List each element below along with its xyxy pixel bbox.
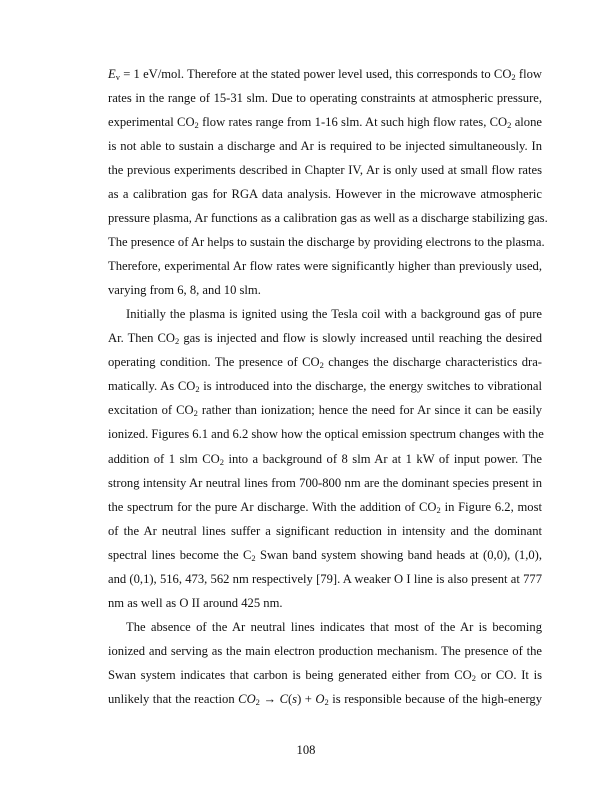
text-run: spectral lines become the C <box>108 547 252 562</box>
math-variable: C <box>279 691 288 706</box>
text-run: Ar. Then CO <box>108 331 176 346</box>
math-variable: s <box>292 691 298 706</box>
text-run: or CO. It is <box>476 667 543 682</box>
text-line <box>108 663 542 687</box>
body-text <box>108 62 548 711</box>
subscript: 2 <box>471 672 477 683</box>
text-run: operating condition. The presence of CO <box>108 355 320 370</box>
text-run: excitation of CO <box>108 403 194 418</box>
text-line <box>108 182 542 206</box>
text-line <box>108 278 542 302</box>
text-run: alone <box>511 115 542 130</box>
text-run: gas is injected and flow is slowly increased until reaching the desired <box>179 331 543 346</box>
text-line <box>108 447 542 471</box>
subscript: 2 <box>194 120 199 131</box>
page-number: 108 <box>296 743 316 757</box>
text-run: the spectrum for the pure Ar discharge. With the addition of CO <box>108 499 437 514</box>
subscript: 2 <box>507 120 512 131</box>
math-variable: CO <box>238 691 256 706</box>
text-run: unlikely that the reaction <box>108 691 239 706</box>
text-line <box>108 86 542 110</box>
subscript: 2 <box>251 552 256 563</box>
subscript: 2 <box>219 456 224 467</box>
text-line <box>108 230 545 254</box>
subscript: 2 <box>324 696 329 707</box>
text-run: changes the discharge characteristics dra- <box>323 355 543 370</box>
text-run: strong intensity Ar neutral lines from 700-800 nm are the dominant species present in <box>108 475 542 490</box>
subscript: 2 <box>511 72 516 82</box>
text-line <box>108 398 542 422</box>
text-run: is introduced into the discharge, the energy switches to vibrational <box>199 379 542 394</box>
text-line <box>108 471 542 495</box>
text-run: is not able to sustain a discharge and Ar is required to be injected simultaneously. In <box>108 139 542 154</box>
text-run: as a calibration gas for RGA data analysis. However in the microwave atmospheric <box>108 187 542 202</box>
text-run: The absence of the Ar neutral lines indicates that most of the Ar is becoming <box>126 619 542 634</box>
text-run: matically. As CO <box>108 379 196 394</box>
subscript: 2 <box>193 408 198 419</box>
subscript: 2 <box>319 360 324 371</box>
subscript: v <box>115 72 120 82</box>
text-run: = 1 eV/mol. Therefore at the stated power level used, this corresponds to CO <box>119 67 512 81</box>
text-line <box>108 158 542 182</box>
text-line <box>108 206 548 230</box>
text-line <box>108 254 542 278</box>
subscript: 2 <box>175 336 180 347</box>
subscript: 2 <box>195 384 200 395</box>
text-run: The presence of Ar helps to sustain the discharge by providing electrons to the plasma. <box>108 235 545 250</box>
text-line <box>108 134 542 158</box>
text-line <box>108 615 542 639</box>
text-run: ionized. Figures 6.1 and 6.2 show how the optical emission spectrum changes with the <box>108 427 544 442</box>
text-run: Therefore, experimental Ar flow rates were significantly higher than previously used, <box>108 259 542 274</box>
text-run: Swan system indicates that carbon is being generated either from CO <box>108 667 472 682</box>
text-line <box>108 519 542 543</box>
text-line <box>108 543 542 567</box>
text-run: the previous experiments described in Chapter IV, Ar is only used at small flow rates <box>108 163 542 178</box>
text-line <box>108 302 542 326</box>
text-line <box>108 374 542 398</box>
text-run: Initially the plasma is ignited using the Tesla coil with a background gas of pure <box>126 307 542 322</box>
text-line <box>108 110 542 134</box>
subscript: 2 <box>255 696 260 707</box>
text-run: in Figure 6.2, most <box>440 499 542 514</box>
text-run: ( <box>287 691 293 706</box>
text-line <box>108 495 542 519</box>
text-line <box>108 567 542 591</box>
text-run: rates in the range of 15-31 slm. Due to operating constraints at atmospheric pressure, <box>108 91 542 106</box>
text-run: of the Ar neutral lines suffer a significant reduction in intensity and the dominant <box>108 523 542 538</box>
text-run: into a background of 8 slm Ar at 1 kW of input power. The <box>223 451 542 466</box>
text-run: addition of 1 slm CO <box>108 451 220 466</box>
text-run: nm as well as O II around 425 nm. <box>108 595 283 610</box>
text-run: flow <box>515 67 542 81</box>
text-run: is responsible because of the high-energy <box>328 691 542 706</box>
subscript: 2 <box>436 504 441 515</box>
text-run: rather than ionization; hence the need for Ar since it can be easily <box>197 403 542 418</box>
text-line <box>108 591 542 615</box>
text-run: varying from 6, 8, and 10 slm. <box>108 283 261 298</box>
math-variable: O <box>315 691 325 706</box>
text-line <box>108 350 542 374</box>
text-run: flow rates range from 1-16 slm. At such high flow rates, CO <box>198 115 508 130</box>
text-line <box>108 326 542 350</box>
text-run: ionized and serving as the main electron production mechanism. The presence of the <box>108 643 542 658</box>
text-run: Swan band system showing band heads at (0,0), (1,0), <box>255 547 542 562</box>
text-run: pressure plasma, Ar functions as a calibration gas as well as a discharge stabilizing gas. <box>108 211 548 226</box>
text-run: → <box>259 691 280 706</box>
math-variable: E <box>108 67 116 81</box>
text-line <box>108 422 542 446</box>
text-run: ) + <box>297 691 316 706</box>
text-run: experimental CO <box>108 115 195 130</box>
text-line <box>108 687 542 711</box>
text-run: and (0,1), 516, 473, 562 nm respectively [79]. A weaker O I line is also present at 777 <box>108 571 542 586</box>
text-line <box>108 62 542 86</box>
text-line <box>108 639 542 663</box>
